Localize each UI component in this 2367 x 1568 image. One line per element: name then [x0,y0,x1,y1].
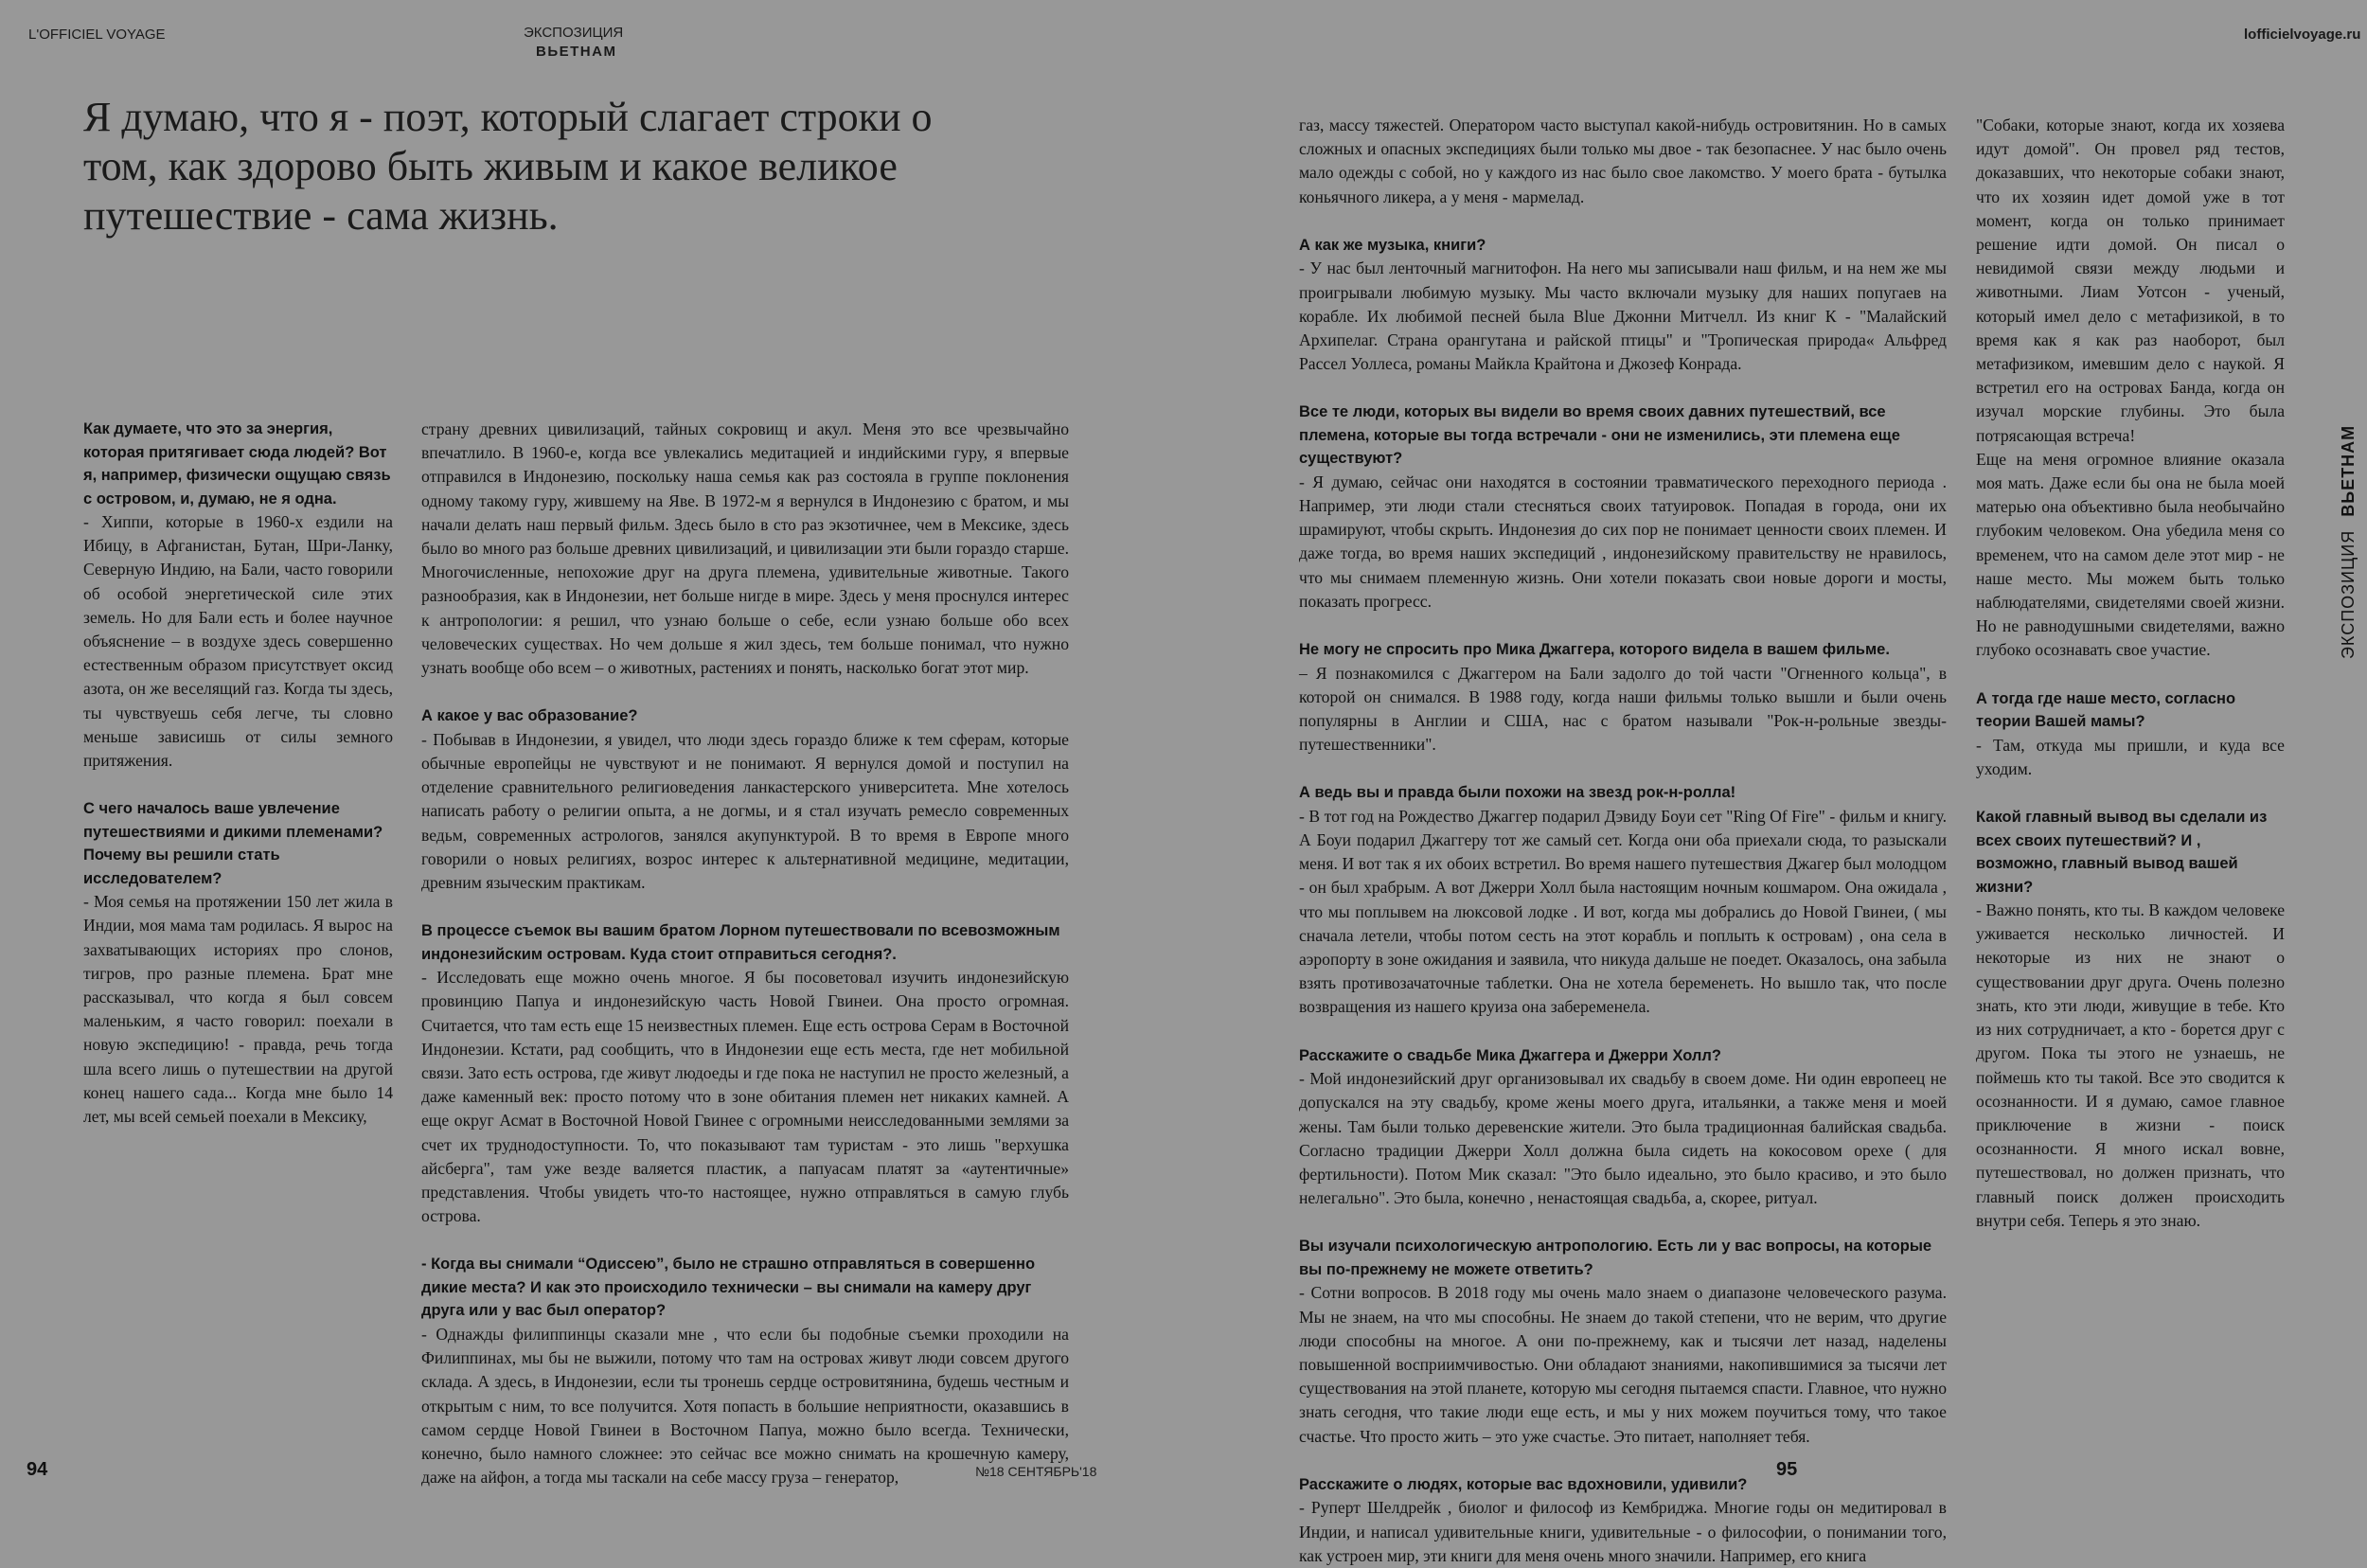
text-column-4 [1976,114,2285,1233]
interview-question: Расскажите о людях, которые вас вдохновили, удивили? [1299,1475,1748,1493]
page-number-right: 95 [1776,1459,1798,1480]
interview-answer: – Я познакомился с Джаггером на Бали задолго до той части "Огненного кольца", в которой он снимался. В 1988 году, когда наши фильмы только вышли и были очень популярны в Англии и США, нас с братом называли "Рок-н-рольные звезды-путешественники". [1299,663,1947,755]
interview-answer: газ, массу тяжестей. Оператором часто выступал какой-нибудь островитянин. Но в самых сложных и опасных экспедициях были только мы двое - так безопаснее. У нас было очень мало одежды с собой, но у каждого из нас было свое лакомство. У моего брата - бутылка коньячного ликера, а у меня - мармелад. [1299,116,1947,206]
subsection-label: ВЬЕТНАМ [536,44,617,60]
side-section-label [2339,425,2358,659]
interview-answer: Еще на меня огромное влияние оказала моя мать. Даже если бы она не была моей матерью она объективно была необычайно глубоким человеком. Она убедила меня со временем, что на самом деле этот мир - не наше место. Мы можем быть только наблюдателями, свидетелями своей жизни. Но не равнодушными свидетелями, важно глубоко осознавать свое участие. [1976,449,2285,660]
interview-answer: страну древних цивилизаций, тайных сокровищ и акул. Меня это все чрезвычайно впечатлило. В 1960-е, когда все увлекались медитацией и индийскими гуру, я впервые отправился в Индонезию, поскольку наша семья как раз состояла в группе поклонения одному такому гуру, жившему на Яве. В 1972-м я вернулся в Индонезию с братом, и мы начали делать наш первый фильм. Здесь было в сто раз экзотичнее, чем в Мексике, здесь было во много раз больше древних цивилизаций, и цивилизации эти были гораздо старше. Многочисленные, непохожие друг на друга племена, удивительные животные. Такого разнообразия, как в Индонезии, нет больше нигде в мире. Здесь у меня проснулся интерес к антропологии: я решил, что узнаю больше о себе, если узнаю больше обо всех человеческих существах. Но чем дольше я жил здесь, тем больше понимал, что нужно узнать вообще обо всем – о животных, растениях и понять, насколько богат этот мир. [421,419,1069,678]
pull-quote: Я думаю, что я - поэт, который слагает строки о том, как здорово быть живым и какое великое путешествие - сама жизнь. [83,94,933,239]
interview-answer: - Моя семья на протяжении 150 лет жила в Индии, моя мама там родилась. Я вырос на захватывающих историях про слонов, тигров, про разные племена. Брат мне рассказывал, что когда я был совсем маленьким, я часто говорил: поехали в новую экспедицию! - правда, речь тогда шла всего лишь о путешествии на другой конец нашего сада... Когда мне было 14 лет, мы всей семьей поехали в Мексику, [83,892,393,1127]
interview-question: А тогда где наше место, согласно теории Вашей мамы? [1976,689,2236,731]
interview-question: Не могу не спросить про Мика Джаггера, которого видела в вашем фильме. [1299,641,1890,659]
interview-question: А как же музыка, книги? [1299,236,1486,254]
section-label: ЭКСПОЗИЦИЯ [524,25,624,41]
interview-question: Как думаете, что это за энергия, которая притягивает сюда людей? Вот я, например, физически ощущаю связь с островом, и, думаю, не я одна. [83,420,391,508]
interview-answer: - Сотни вопросов. В 2018 году мы очень мало знаем о диапазоне человеческого разума. Мы не знаем, на что мы способны. Не знаем до такой степени, что не верим, что другие люди способны на многое. А они по-прежнему, как и тысячи лет назад, наделены повышенной восприимчивостью. Они обладают знаниями, накопившимися за тысячи лет существования на этой планете, которую мы сегодня пытаемся спасти. Главное, что нужно знать сегодня, что такие люди еще есть, и мы у них можем поучиться тому, что такое счастье. Что просто жить – это уже счастье. Это питает, наполняет тебя. [1299,1283,1947,1446]
interview-question: Вы изучали психологическую антропологию. Есть ли у вас вопросы, на которые вы по-прежнему не можете ответить? [1299,1238,1932,1278]
interview-answer: - Там, откуда мы пришли, и куда все уходим. [1976,735,2285,778]
site-url[interactable]: lofficielvoyage.ru [2244,27,2361,43]
interview-answer: - У нас был ленточный магнитофон. На него мы записывали наш фильм, и на нем же мы проигрывали любимую музыку. Мы часто включали музыку для наших попугаев на корабле. Их любимой песней была Blue Джонни Митчелл. Из книг К - "Малайский Архипелаг. Страна орангутана и райской птицы" и "Тропическая природа« Альфред Рассел Уоллеса, романы Майкла Крайтона и Джозеф Конрада. [1299,258,1947,374]
interview-question: А ведь вы и правда были похожи на звезд рок-н-ролла! [1299,784,1736,802]
page-number-left: 94 [27,1459,48,1480]
interview-answer: - Важно понять, кто ты. В каждом человеке уживается несколько личностей. И некоторые из них не знают о существовании друг друга. Очень полезно знать, кто эти люди, живущие в тебе. Кто из них сотрудничает, а кто - борется друг с другом. Пока ты этого не узнаешь, не поймешь кто ты такой. Все это сводится к осознанности. И я думаю, самое главное приключение в жизни - поиск осознанности. Я много искал вовне, путешествовал, но должен признать, что главный поиск должен происходить внутри себя. Теперь я это знаю. [1976,900,2285,1230]
interview-answer: "Собаки, которые знают, когда их хозяева идут домой". Он провел ряд тестов, доказавших, что некоторые собаки знают, что их хозяин идет домой уже в тот момент, когда он только принимает решение идти домой. Он писал о невидимой связи между людьми и животными. Лиам Уотсон - ученый, который имел дело с метафизикой, в то время как я как раз наоборот, был метафизиком, имевшим дело с наукой. Я встретил его на островах Банда, когда он изучал морские глубины. Это была потрясающая встреча! [1976,116,2285,445]
interview-question: Какой главный вывод вы сделали из всех своих путешествий? И , возможно, главный вывод вашей жизни? [1976,809,2268,896]
interview-question: С чего началось ваше увлечение путешествиями и дикими племенами? Почему вы решили стать исследователем? [83,800,383,887]
text-column-3 [1299,114,1947,1568]
text-column-2 [421,418,1069,1489]
interview-question: Все те люди, которых вы видели во время своих давних путешествий, все племена, которые вы тогда встречали - они не изменились, эти племена еще существуют? [1299,403,1900,468]
interview-answer: - Однажды филиппинцы сказали мне , что если бы подобные съемки проходили на Филиппинах, мы бы не выжили, потому что там на островах живут люди совсем другого склада. А здесь, в Индонезии, если ты тронешь сердце островитянина, будешь честным и открытым с ним, то все получится. Хотя попасть в большие неприятности, оказавшись в самом сердце Новой Гвинеи в Восточном Папуа, можно было всегда. Технически, конечно, было намного сложнее: это сейчас все можно снимать на крошечную камеру, даже на айфон, а тогда мы таскали на себе массу груза – генератор, [421,1324,1069,1488]
interview-answer: - Побывав в Индонезии, я увидел, что люди здесь гораздо ближе к тем сферам, которые обычные европейцы не чувствуют и не понимают. Я вернулся домой и поступил на отделение сравнительного религиоведения ланкастерского университета. Мне хотелось написать работу о религии опыта, а не догмы, и я стал изучать ремесло современных ведьм, современных астрологов, занялся акупунктурой. В то время в Европе много говорили о новых религиях, возрос интерес к альтернативной медицине, медитации, древним языческим практикам. [421,729,1069,892]
interview-question: В процессе съемок вы вашим братом Лорном путешествовали по всевозможным индонезийским островам. Куда стоит отправиться сегодня?. [421,922,1060,963]
interview-answer: - Я думаю, сейчас они находятся в состоянии травматического переходного периода . Например, эти люди стали стесняться своих татуировок. Попадая в города, они их шрамируют, чтобы скрыть. Индонезия до сих пор не понимает ценности своих племен. И даже тогда, во время наших экспедиций , индонезийскому правительству не нравилось, что мы снимаем племенную жизнь. Они хотели показать свои новые дороги и мосты, показать прогресс. [1299,472,1947,611]
side-section: ЭКСПОЗИЦИЯ [2339,529,2358,659]
interview-answer: - Хиппи, которые в 1960-х ездили на Ибицу, в Афганистан, Бутан, Шри-Ланку, Северную Индию, на Бали, часто говорили об особой энергетической силе этих земель. Но для Бали есть и более научное объяснение – в воздухе здесь совершенно естественным образом присутствует оксид азота, он же веселящий газ. Когда ты здесь, ты чувствуешь себя легче, ты словно меньше зависишь от силы земного притяжения. [83,512,393,771]
interview-answer: - Руперт Шелдрейк , биолог и философ из Кембриджа. Многие годы он медитировал в Индии, и написал удивительные книги, удивительные - о философии, о понимании того, как устроен мир, эти книги для меня очень много значили. Например, его книга [1299,1498,1947,1565]
interview-question: А какое у вас образование? [421,707,638,725]
interview-question: Расскажите о свадьбе Мика Джаггера и Джерри Холл? [1299,1046,1721,1064]
side-subsection: ВЬЕТНАМ [2339,424,2358,517]
interview-question: - Когда вы снимали “Одиссею”, было не страшно отправляться в совершенно дикие места? И как это происходило технически – вы снимали на камеру друг друга или у вас был оператор? [421,1256,1036,1320]
issue-label: №18 СЕНТЯБРЬ'18 [975,1464,1097,1479]
interview-answer: - Мой индонезийский друг организовывал их свадьбу в своем доме. Ни один европеец не допускался на эту свадьбу, кроме жены моего друга, итальянки, а также меня и моей жены. Там были только деревенские жители. Это была традиционная балийская свадьба. Согласно традиции Джерри Холл должна была сидеть на кокосовом орехе ( для фертильности). Потом Мик сказал: "Это было идеально, это было красиво, и это было нелегально". Это была, конечно , ненастоящая свадьба, а, скорее, ритуал. [1299,1069,1947,1208]
text-column-1 [83,418,393,1129]
magazine-brand: L'OFFICIEL VOYAGE [28,27,166,43]
interview-answer: - В тот год на Рождество Джаггер подарил Дэвиду Боуи сет "Ring Of Fire" - фильм и книгу. А Боуи подарил Джаггеру тот же самый сет. Когда они оба приехали сюда, то разыскали меня. И вот так я их обоих встретил. Во время нашего путешествия Джагер был молодцом - он был храбрым. А вот Джерри Холл была настоящим ночным кошмаром. Она ожидала , что мы поплывем на люксовой лодке . И вот, когда мы добрались до Новой Гвинеи, ( мы сначала летели, чтобы потом сесть на этот корабль и поплыть к островам) , она села в аэропорту в зоне ожидания и заявила, что никуда дальше не поедет. Оказалось, она забыла взять противозачаточные таблетки. Она не хотела беременеть. Но вышло так, что после возвращения из нашего круиза она забеременела. [1299,806,1947,1017]
interview-answer: - Исследовать еще можно очень многое. Я бы посоветовал изучить индонезийскую провинцию Папуа и индонезийскую часть Новой Гвинеи. Она просто огромная. Считается, что там есть еще 15 неизвестных племен. Еще есть острова Серам в Восточной Индонезии. Кстати, рад сообщить, что в Индонезии еще есть места, где нет мобильной связи. Зато есть острова, где живут людоеды и где пока не наступил не просто железный, а даже каменный век: просто потому что в зоне обитания племен нет никаких камней. А еще округ Асмат в Восточной Новой Гвинее с огромными неисследованными землями за счет их труднодоступности. То, что показывают там туристам - это лишь "верхушка айсберга", там уже везде валяется пластик, а папуасам платят за «аутентичные» представления. Чтобы увидеть что-то настоящее, нужно отправляться в самую глубь острова. [421,968,1069,1226]
